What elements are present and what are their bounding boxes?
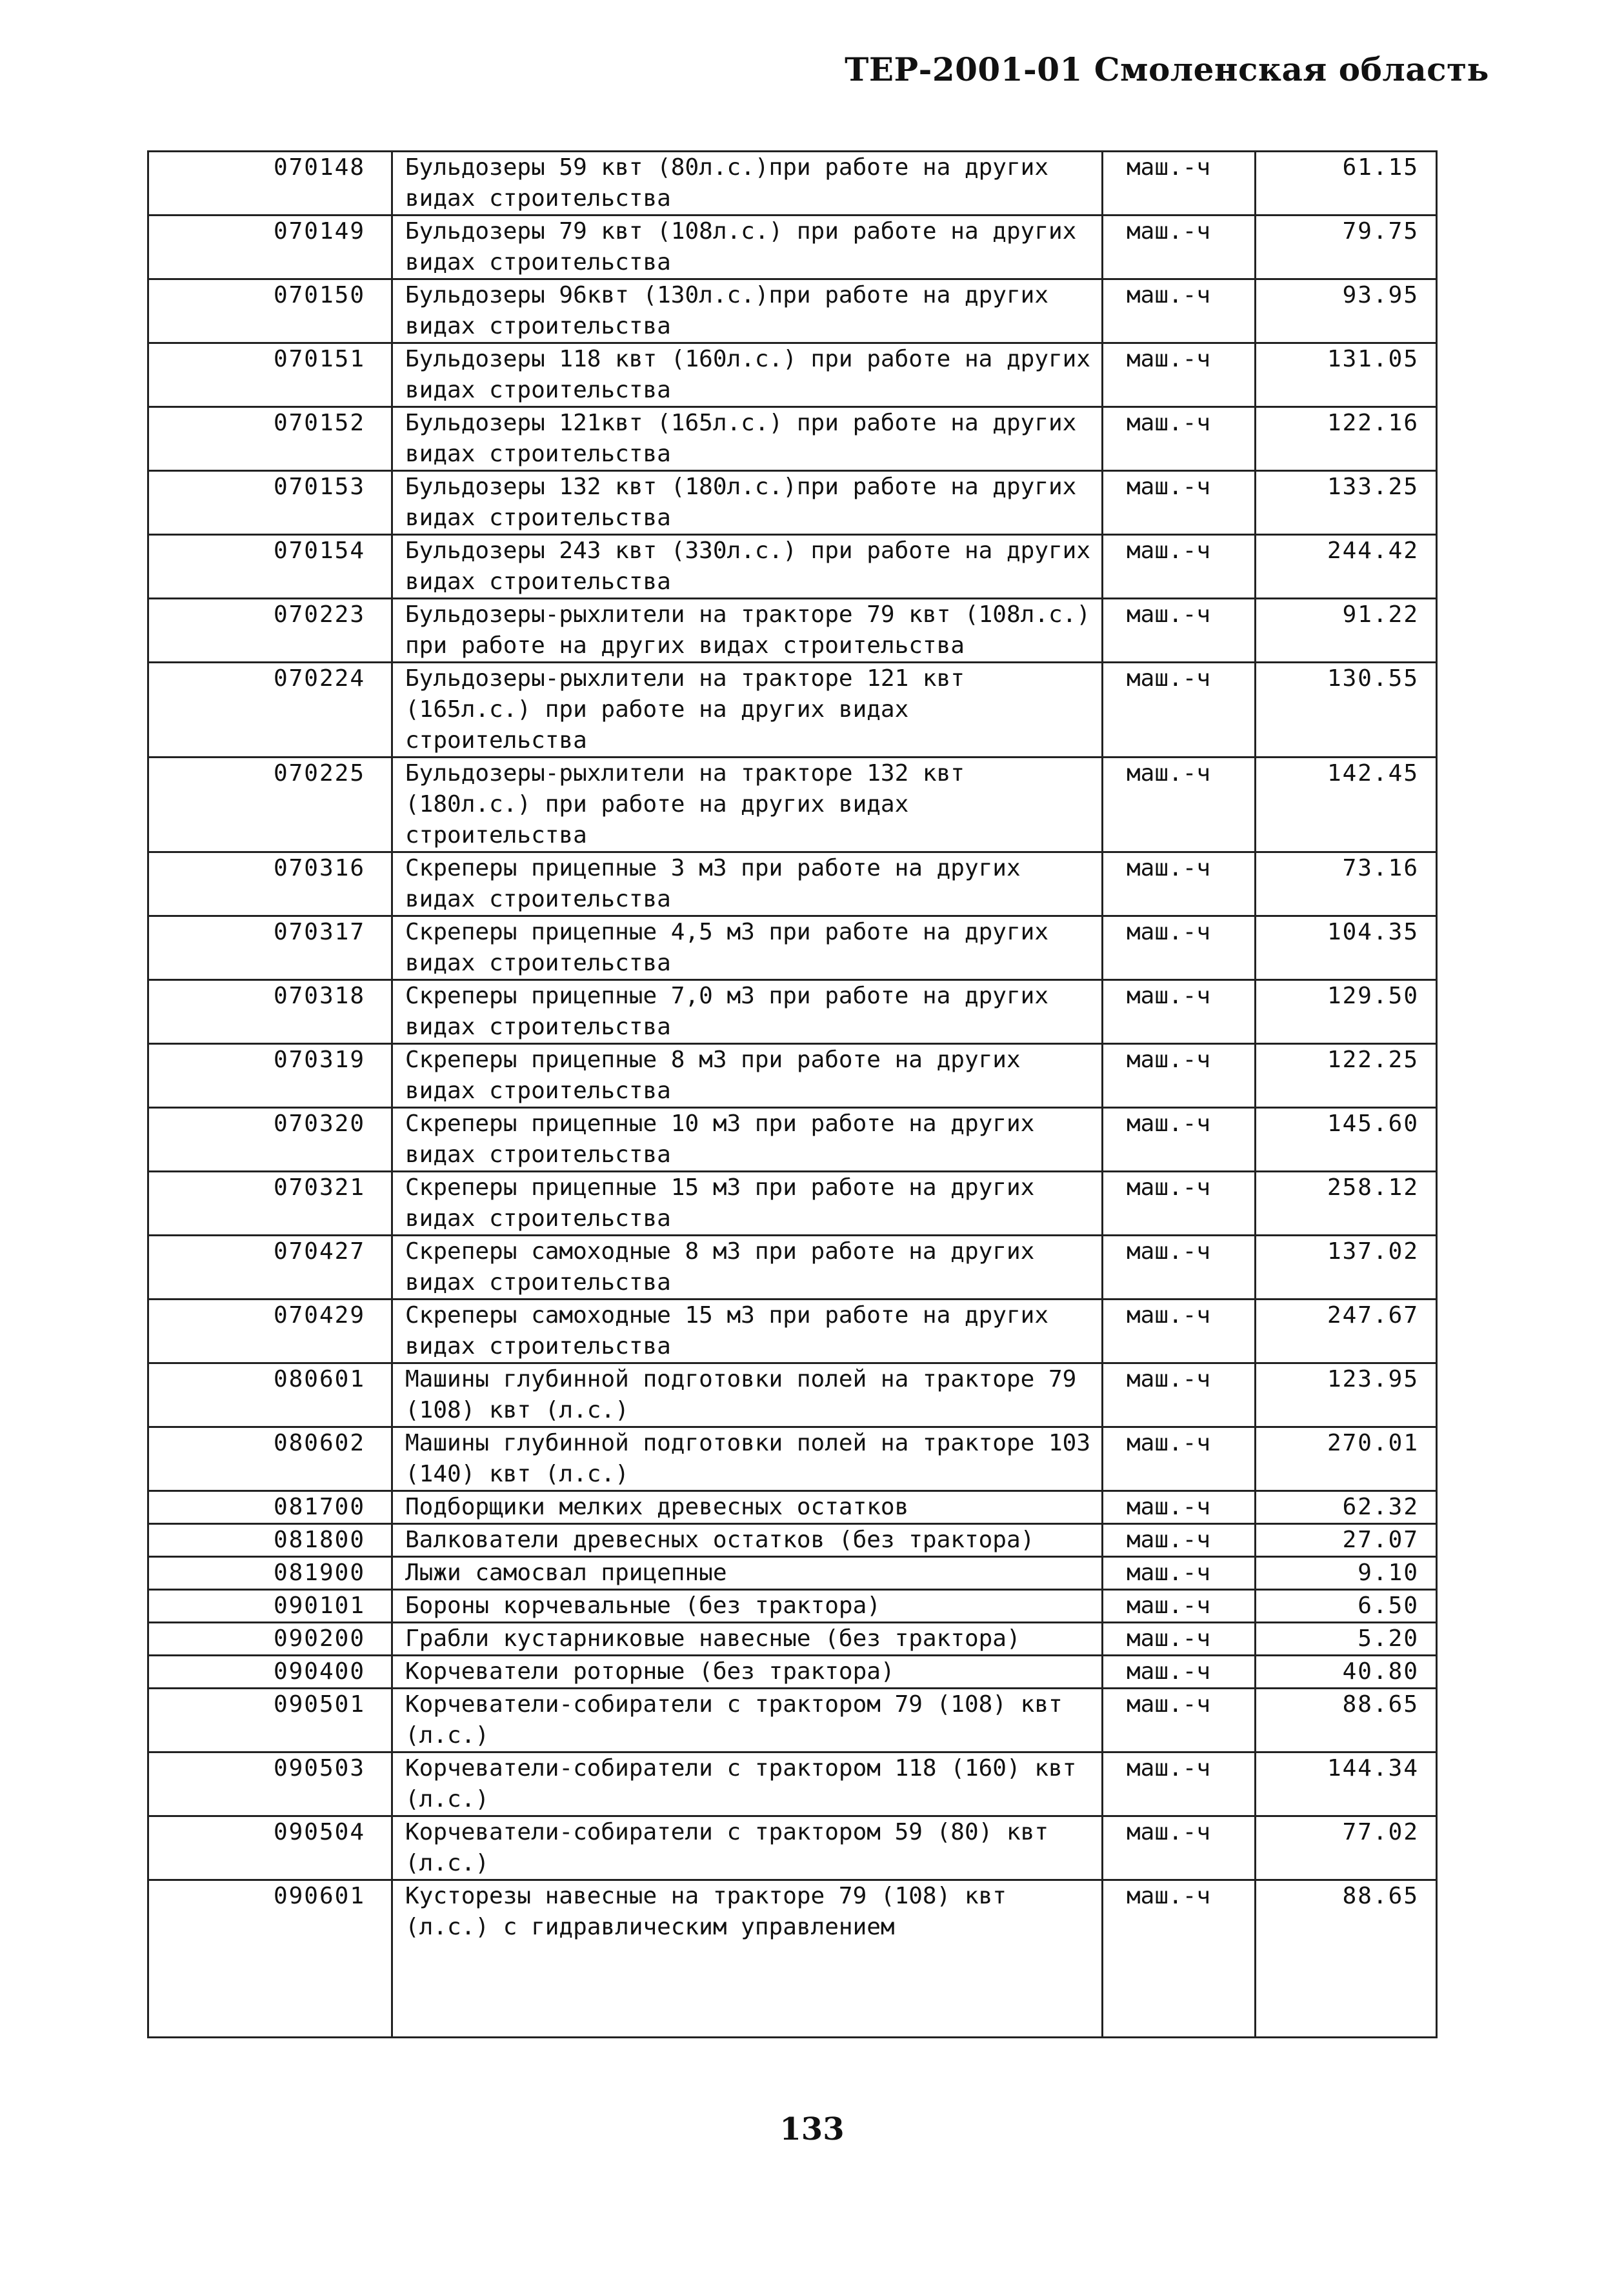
cell-unit: маш.-ч (1107, 916, 1260, 980)
cell-price: 270.01 (1260, 1427, 1436, 1491)
cell-name: Скреперы прицепные 3 м3 при работе на других видах строительства (395, 852, 1107, 916)
cell-price: 130.55 (1260, 663, 1436, 758)
cell-code: 070320 (149, 1108, 395, 1172)
cell-name: Бульдозеры 96квт (130л.с.)при работе на других видах строительства (395, 279, 1107, 343)
table-row (149, 1363, 1436, 1427)
table-row (149, 599, 1436, 663)
price-table-body (149, 152, 1436, 1943)
cell-price: 88.65 (1260, 1689, 1436, 1752)
cell-name: Скреперы самоходные 15 м3 при работе на других видах строительства (395, 1300, 1107, 1363)
table-row (149, 1524, 1436, 1557)
table-row (149, 1557, 1436, 1590)
cell-code: 090400 (149, 1656, 395, 1689)
cell-price: 9.10 (1260, 1557, 1436, 1590)
cell-name: Скреперы прицепные 8 м3 при работе на других видах строительства (395, 1044, 1107, 1108)
table-row (149, 1044, 1436, 1108)
cell-unit: маш.-ч (1107, 1816, 1260, 1880)
cell-code: 070429 (149, 1300, 395, 1363)
cell-code: 081900 (149, 1557, 395, 1590)
cell-unit: маш.-ч (1107, 1236, 1260, 1300)
table-row (149, 1880, 1436, 1943)
cell-code: 081700 (149, 1491, 395, 1524)
cell-price: 123.95 (1260, 1363, 1436, 1427)
cell-name: Машины глубинной подготовки полей на тракторе 103 (140) квт (л.с.) (395, 1427, 1107, 1491)
cell-unit: маш.-ч (1107, 1557, 1260, 1590)
cell-code: 070319 (149, 1044, 395, 1108)
table-row (149, 1590, 1436, 1623)
table-row (149, 407, 1436, 471)
cell-name: Бульдозеры-рыхлители на тракторе 79 квт (108л.с.) при работе на других видах строительства (395, 599, 1107, 663)
cell-code: 090101 (149, 1590, 395, 1623)
cell-price: 131.05 (1260, 343, 1436, 407)
cell-name: Корчеватели-собиратели с трактором 118 (160) квт (л.с.) (395, 1752, 1107, 1816)
cell-name: Кусторезы навесные на тракторе 79 (108) квт (л.с.) с гидравлическим управлением (405, 1883, 1007, 1940)
cell-price: 144.34 (1260, 1752, 1436, 1816)
cell-price: 91.22 (1260, 599, 1436, 663)
cell-name: Скреперы прицепные 4,5 м3 при работе на других видах строительства (395, 916, 1107, 980)
cell-code: 070223 (149, 599, 395, 663)
cell-price: 104.35 (1260, 916, 1436, 980)
cell-code: 070152 (149, 407, 395, 471)
cell-price: 73.16 (1260, 852, 1436, 916)
cell-unit: маш.-ч (1107, 1752, 1260, 1816)
table-row (149, 1752, 1436, 1816)
table-row (149, 152, 1436, 216)
cell-name: Скреперы прицепные 7,0 м3 при работе на других видах строительства (395, 980, 1107, 1044)
cell-name: Машины глубинной подготовки полей на тракторе 79 (108) квт (л.с.) (395, 1363, 1107, 1427)
cell-price: 145.60 (1260, 1108, 1436, 1172)
cell-price: 93.95 (1260, 279, 1436, 343)
cell-unit: маш.-ч (1107, 471, 1260, 535)
cell-price: 79.75 (1260, 216, 1436, 279)
cell-unit: маш.-ч (1107, 1044, 1260, 1108)
cell-price: 61.15 (1260, 152, 1436, 216)
cell-price: 122.16 (1260, 407, 1436, 471)
cell-name: Бульдозеры 118 квт (160л.с.) при работе на других видах строительства (395, 343, 1107, 407)
cell-price: 40.80 (1260, 1656, 1436, 1689)
cell-unit: маш.-ч (1107, 1491, 1260, 1524)
cell-unit: маш.-ч (1107, 599, 1260, 663)
cell-price: 247.67 (1260, 1300, 1436, 1363)
cell-name: Грабли кустарниковые навесные (без трактора) (395, 1623, 1107, 1656)
cell-unit: маш.-ч (1107, 663, 1260, 758)
document-header: ТЕР-2001-01 Смоленская область (845, 50, 1489, 88)
table-row (149, 1300, 1436, 1363)
cell-unit: маш.-ч (1107, 1656, 1260, 1689)
cell-price: 129.50 (1260, 980, 1436, 1044)
cell-unit: маш.-ч (1107, 1427, 1260, 1491)
cell-name: Валкователи древесных остатков (без трактора) (395, 1524, 1107, 1557)
cell-code: 070317 (149, 916, 395, 980)
table-row (149, 1108, 1436, 1172)
cell-name: Бульдозеры 121квт (165л.с.) при работе на других видах строительства (395, 407, 1107, 471)
cell-price: 6.50 (1260, 1590, 1436, 1623)
table-row (149, 471, 1436, 535)
cell-code: 090601 (273, 1883, 365, 1909)
cell-unit: маш.-ч (1107, 852, 1260, 916)
cell-price: 122.25 (1260, 1044, 1436, 1108)
cell-code: 070151 (149, 343, 395, 407)
cell-code: 070150 (149, 279, 395, 343)
cell-code: 070318 (149, 980, 395, 1044)
table-row (149, 1427, 1436, 1491)
cell-name: Корчеватели-собиратели с трактором 59 (80) квт (л.с.) (395, 1816, 1107, 1880)
cell-unit: маш.-ч (1107, 1108, 1260, 1172)
cell-name: Корчеватели роторные (без трактора) (395, 1656, 1107, 1689)
table-row (149, 852, 1436, 916)
cell-price: 137.02 (1260, 1236, 1436, 1300)
cell-name: Лыжи самосвал прицепные (395, 1557, 1107, 1590)
cell-unit: маш.-ч (1107, 1689, 1260, 1752)
cell-name: Бульдозеры-рыхлители на тракторе 121 квт (165л.с.) при работе на других видах строительства (395, 663, 1107, 758)
cell-unit: маш.-ч (1107, 1524, 1260, 1557)
cell-price: 258.12 (1260, 1172, 1436, 1236)
cell-name: Бульдозеры 243 квт (330л.с.) при работе на других видах строительства (395, 535, 1107, 599)
cell-unit: маш.-ч (1107, 407, 1260, 471)
cell-unit: маш.-ч (1127, 1883, 1211, 1909)
cell-name: Бульдозеры-рыхлители на тракторе 132 квт (180л.с.) при работе на других видах строительства (395, 758, 1107, 852)
cell-name: Бороны корчевальные (без трактора) (395, 1590, 1107, 1623)
cell-unit: маш.-ч (1107, 343, 1260, 407)
cell-code: 090503 (149, 1752, 395, 1816)
price-table (149, 152, 1436, 1943)
table-row (149, 1172, 1436, 1236)
cell-price: 27.07 (1260, 1524, 1436, 1557)
cell-name: Скреперы прицепные 10 м3 при работе на других видах строительства (395, 1108, 1107, 1172)
table-row (149, 663, 1436, 758)
cell-code: 070154 (149, 535, 395, 599)
cell-unit: маш.-ч (1107, 1172, 1260, 1236)
cell-code: 090200 (149, 1623, 395, 1656)
cell-code: 070149 (149, 216, 395, 279)
cell-code: 070148 (149, 152, 395, 216)
cell-name: Скреперы прицепные 15 м3 при работе на других видах строительства (395, 1172, 1107, 1236)
cell-code: 070225 (149, 758, 395, 852)
table-row (149, 1689, 1436, 1752)
cell-unit: маш.-ч (1107, 152, 1260, 216)
cell-code: 070427 (149, 1236, 395, 1300)
cell-price: 244.42 (1260, 535, 1436, 599)
cell-name: Подборщики мелких древесных остатков (395, 1491, 1107, 1524)
cell-name: Бульдозеры 79 квт (108л.с.) при работе на других видах строительства (395, 216, 1107, 279)
cell-unit: маш.-ч (1107, 1300, 1260, 1363)
cell-code: 090501 (149, 1689, 395, 1752)
table-row (149, 535, 1436, 599)
cell-price: 142.45 (1260, 758, 1436, 852)
cell-price: 77.02 (1260, 1816, 1436, 1880)
price-table-frame (147, 150, 1438, 2038)
cell-price: 88.65 (1342, 1883, 1419, 1909)
cell-code: 070316 (149, 852, 395, 916)
table-row (149, 1656, 1436, 1689)
cell-name: Бульдозеры 132 квт (180л.с.)при работе на других видах строительства (395, 471, 1107, 535)
table-row (149, 1816, 1436, 1880)
cell-code: 070153 (149, 471, 395, 535)
cell-code: 080601 (149, 1363, 395, 1427)
cell-unit: маш.-ч (1107, 535, 1260, 599)
cell-price: 133.25 (1260, 471, 1436, 535)
cell-unit: маш.-ч (1107, 1590, 1260, 1623)
cell-code: 070224 (149, 663, 395, 758)
cell-code: 090504 (149, 1816, 395, 1880)
table-row (149, 1491, 1436, 1524)
cell-code: 081800 (149, 1524, 395, 1557)
table-row (149, 980, 1436, 1044)
table-row (149, 1623, 1436, 1656)
cell-code: 070321 (149, 1172, 395, 1236)
table-row (149, 216, 1436, 279)
table-row (149, 916, 1436, 980)
cell-price: 5.20 (1260, 1623, 1436, 1656)
cell-unit: маш.-ч (1107, 758, 1260, 852)
cell-price: 62.32 (1260, 1491, 1436, 1524)
cell-unit: маш.-ч (1107, 1363, 1260, 1427)
cell-code: 080602 (149, 1427, 395, 1491)
cell-name: Корчеватели-собиратели с трактором 79 (108) квт (л.с.) (395, 1689, 1107, 1752)
cell-name: Скреперы самоходные 8 м3 при работе на других видах строительства (395, 1236, 1107, 1300)
cell-unit: маш.-ч (1107, 1623, 1260, 1656)
page-number: 133 (779, 2111, 845, 2147)
table-row (149, 279, 1436, 343)
table-row (149, 343, 1436, 407)
table-row (149, 1236, 1436, 1300)
cell-unit: маш.-ч (1107, 216, 1260, 279)
cell-name: Бульдозеры 59 квт (80л.с.)при работе на других видах строительства (395, 152, 1107, 216)
cell-unit: маш.-ч (1107, 279, 1260, 343)
table-row (149, 758, 1436, 852)
cell-unit: маш.-ч (1107, 980, 1260, 1044)
